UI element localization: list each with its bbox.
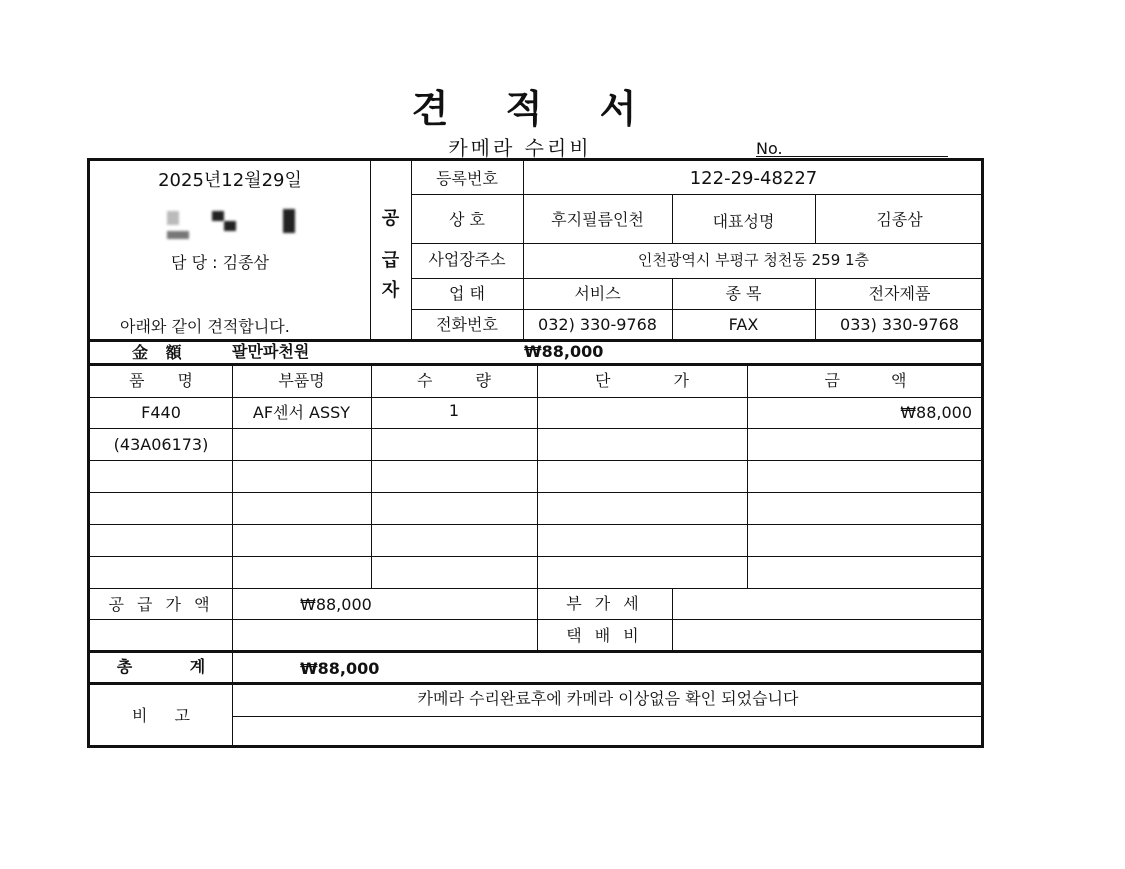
registration-number: 122-29-48227 — [689, 168, 818, 189]
business-item-label: 종 목 — [725, 284, 762, 303]
divider — [411, 309, 984, 310]
divider — [232, 588, 233, 650]
supplier-label-3: 자 — [381, 280, 400, 301]
document-subtitle: 카메라 수리비 — [448, 136, 592, 160]
shipping-label: 택 배 비 — [566, 626, 643, 645]
business-address: 인천광역시 부평구 청천동 259 1층 — [637, 251, 870, 269]
header-quantity: 수 량 — [417, 371, 491, 390]
divider — [232, 716, 984, 717]
fax-number: 033) 330-9768 — [840, 315, 959, 334]
amount-value: ₩88,000 — [524, 342, 604, 361]
fax-label: FAX — [728, 315, 759, 334]
row-1-part: AF센서 ASSY — [252, 403, 351, 422]
divider — [411, 243, 984, 244]
grand-total-label: 총 계 — [116, 657, 206, 676]
redacted-name — [167, 231, 189, 239]
redacted-name — [224, 221, 236, 231]
representative-name: 김종삼 — [876, 210, 923, 229]
header-product: 품 명 — [129, 371, 193, 390]
redacted-name — [212, 211, 224, 221]
redacted-name — [167, 211, 179, 225]
business-type-label: 업 태 — [449, 284, 485, 303]
divider — [411, 278, 984, 279]
note-label: 비 고 — [132, 706, 190, 725]
header-unit-price: 단 가 — [595, 371, 689, 390]
business-name-label: 상 호 — [449, 210, 485, 229]
divider — [747, 366, 748, 588]
divider — [232, 650, 233, 682]
divider — [90, 650, 984, 653]
quote-table — [87, 158, 984, 748]
supplier-label-1: 공 — [381, 208, 400, 229]
supply-amount: ₩88,000 — [300, 595, 372, 614]
divider — [90, 682, 984, 685]
quote-date: 2025년12월29일 — [158, 170, 302, 191]
amount-label: 金 額 — [132, 343, 188, 362]
divider — [371, 366, 372, 588]
registration-number-label: 등록번호 — [436, 169, 498, 188]
document-number-line — [756, 156, 948, 157]
note-text: 카메라 수리완료후에 카메라 이상없음 확인 되었습니다 — [417, 689, 799, 708]
divider — [232, 366, 233, 588]
redacted-name — [283, 209, 295, 233]
header-total: 금 액 — [824, 371, 907, 390]
amount-korean: 팔만파천원 — [232, 342, 310, 361]
grand-total: ₩88,000 — [300, 659, 380, 678]
divider — [411, 194, 984, 195]
supply-amount-label: 공 급 가 액 — [108, 595, 214, 614]
business-name: 후지필름인천 — [551, 210, 644, 229]
row-1-quantity: 1 — [448, 401, 460, 420]
row-2-product: (43A06173) — [113, 435, 209, 454]
business-type: 서비스 — [574, 284, 621, 303]
quote-message: 아래와 같이 견적합니다. — [120, 317, 290, 336]
phone-label: 전화번호 — [436, 315, 498, 334]
document-title: 견 적 서 — [411, 87, 659, 131]
divider — [672, 588, 673, 650]
business-address-label: 사업장주소 — [428, 250, 506, 269]
row-1-product: F440 — [141, 403, 181, 422]
contact-person: 담 당 : 김종삼 — [171, 253, 269, 272]
business-item: 전자제품 — [868, 284, 931, 303]
supplier-label-2: 급 — [381, 250, 400, 271]
phone-number: 032) 330-9768 — [538, 315, 657, 334]
divider — [370, 161, 371, 339]
vat-label: 부 가 세 — [566, 594, 643, 613]
header-part: 부품명 — [278, 371, 325, 390]
row-1-total: ₩88,000 — [900, 403, 972, 422]
document-number-label: No. — [756, 139, 783, 158]
representative-label: 대표성명 — [712, 212, 775, 231]
